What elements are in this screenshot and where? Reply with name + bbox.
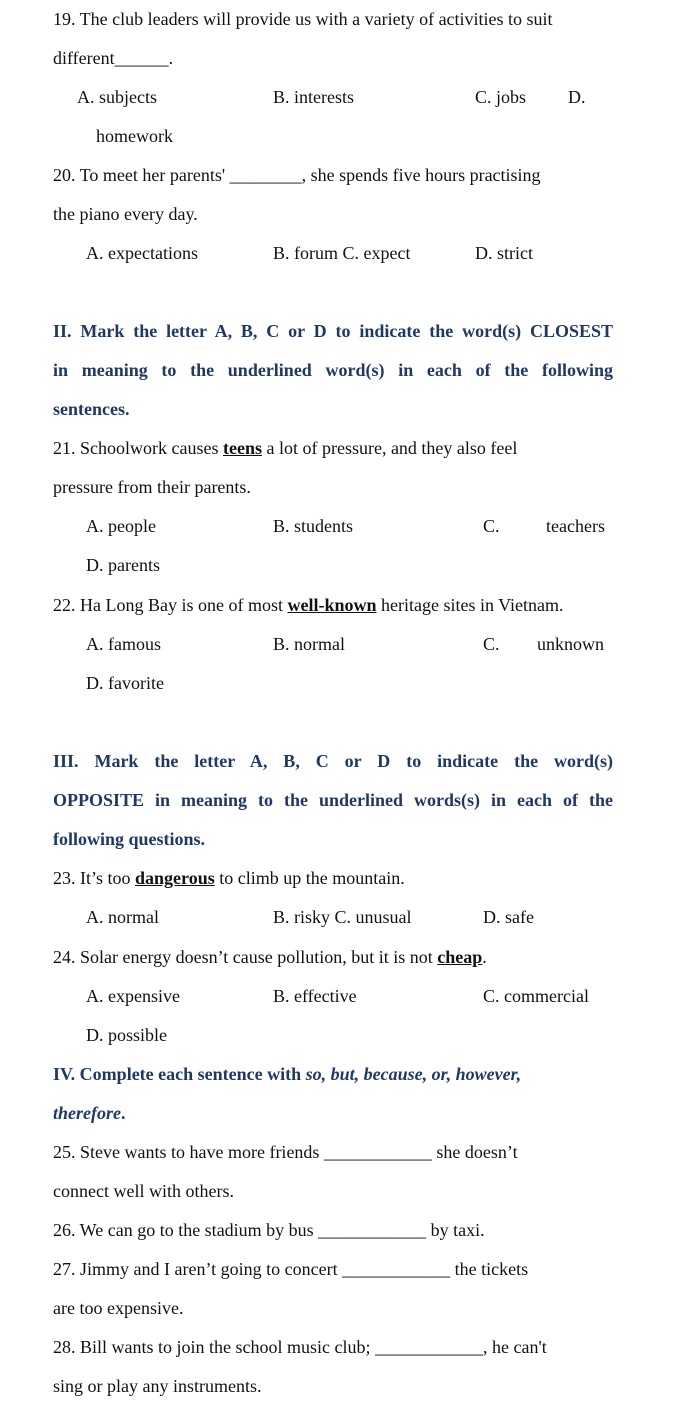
section-3-heading-line-3: following questions. (53, 829, 206, 849)
q21-text-post: a lot of pressure, and they also feel (261, 438, 518, 458)
q19-option-d-text: homework (96, 126, 173, 146)
section-2-heading-line-2: in meaning to the underlined word(s) in each of the following (53, 360, 613, 380)
q23-option-a: A. normal (86, 907, 159, 927)
q25-line-2: connect well with others. (53, 1181, 234, 1201)
q20-option-bc: B. forum C. expect (273, 243, 411, 263)
q24-option-a: A. expensive (86, 986, 180, 1006)
section-4-conjunction-therefore: therefore (53, 1103, 121, 1123)
q21-option-d: D. parents (86, 555, 160, 575)
q21-text-pre: 21. Schoolwork causes (53, 438, 223, 458)
q24-option-c: C. commercial (483, 986, 589, 1006)
section-4-heading-line-1 (53, 1063, 521, 1085)
q24-option-b: B. effective (273, 986, 357, 1006)
q23-line-1 (53, 867, 405, 889)
q21-option-a: A. people (86, 516, 156, 536)
q19-line-2: different______. (53, 48, 174, 68)
q22-underlined-word: well-known (287, 595, 377, 615)
q27-line-2: are too expensive. (53, 1298, 184, 1318)
q22-line-1 (53, 594, 564, 616)
q23-text-post: to climb up the mountain. (214, 868, 405, 888)
q21-line-2: pressure from their parents. (53, 477, 251, 497)
q20-line-1: 20. To meet her parents' ________, she spends five hours practising (53, 165, 541, 185)
q22-option-c-letter: C. (483, 634, 500, 654)
section-2-heading-line-3: sentences. (53, 399, 130, 419)
section-4-heading-line-2 (53, 1102, 125, 1124)
q20-option-a: A. expectations (86, 243, 198, 263)
q23-text-pre: 23. It’s too (53, 868, 136, 888)
q22-option-d: D. favorite (86, 673, 164, 693)
q19-option-b: B. interests (273, 87, 354, 107)
q19-option-a: A. subjects (77, 87, 157, 107)
q24-text-pre: 24. Solar energy doesn’t cause pollution, but it is not (53, 947, 438, 967)
q19-option-c: C. jobs (475, 87, 527, 107)
q21-option-c-letter: C. (483, 516, 500, 536)
q23-underlined-word: dangerous (135, 868, 215, 888)
section-3-heading-line-2: OPPOSITE in meaning to the underlined words(s) in each of the (53, 790, 613, 810)
q22-option-a: A. famous (86, 634, 161, 654)
q21-line-1 (53, 437, 517, 459)
q19-line-1: 19. The club leaders will provide us with a variety of activities to suit (53, 9, 553, 29)
q24-option-d: D. possible (86, 1025, 167, 1045)
q25-line-1: 25. Steve wants to have more friends ____________ she doesn’t (53, 1142, 518, 1162)
section-4-heading-end: . (120, 1103, 126, 1123)
section-4-heading-text: IV. Complete each sentence with (53, 1064, 306, 1084)
q21-option-c-text: teachers (546, 516, 605, 536)
section-3-heading-line-1: III. Mark the letter A, B, C or D to indicate the word(s) (53, 751, 613, 771)
q22-option-b: B. normal (273, 634, 345, 654)
q24-underlined-word: cheap (437, 947, 483, 967)
q21-option-b: B. students (273, 516, 354, 536)
q28-line-1: 28. Bill wants to join the school music club; ____________, he can't (53, 1337, 547, 1357)
q26-line-1: 26. We can go to the stadium by bus ____________ by taxi. (53, 1220, 485, 1240)
q24-line-1 (53, 946, 487, 968)
q22-text-pre: 22. Ha Long Bay is one of most (53, 595, 288, 615)
q23-option-bc: B. risky C. unusual (273, 907, 412, 927)
section-2-heading-line-1: II. Mark the letter A, B, C or D to indicate the word(s) CLOSEST (53, 321, 613, 341)
q20-option-d: D. strict (475, 243, 533, 263)
q21-underlined-word: teens (222, 438, 262, 458)
q28-line-2: sing or play any instruments. (53, 1376, 262, 1396)
q27-line-1: 27. Jimmy and I aren’t going to concert ____________ the tickets (53, 1259, 529, 1279)
q19-option-d: D. (568, 87, 586, 107)
q22-text-post: heritage sites in Vietnam. (376, 595, 564, 615)
q20-line-2: the piano every day. (53, 204, 198, 224)
q24-text-post: . (482, 947, 487, 967)
q23-option-d: D. safe (483, 907, 534, 927)
q22-option-c-text: unknown (537, 634, 604, 654)
section-4-conjunctions: so, but, because, or, however, (305, 1064, 522, 1084)
